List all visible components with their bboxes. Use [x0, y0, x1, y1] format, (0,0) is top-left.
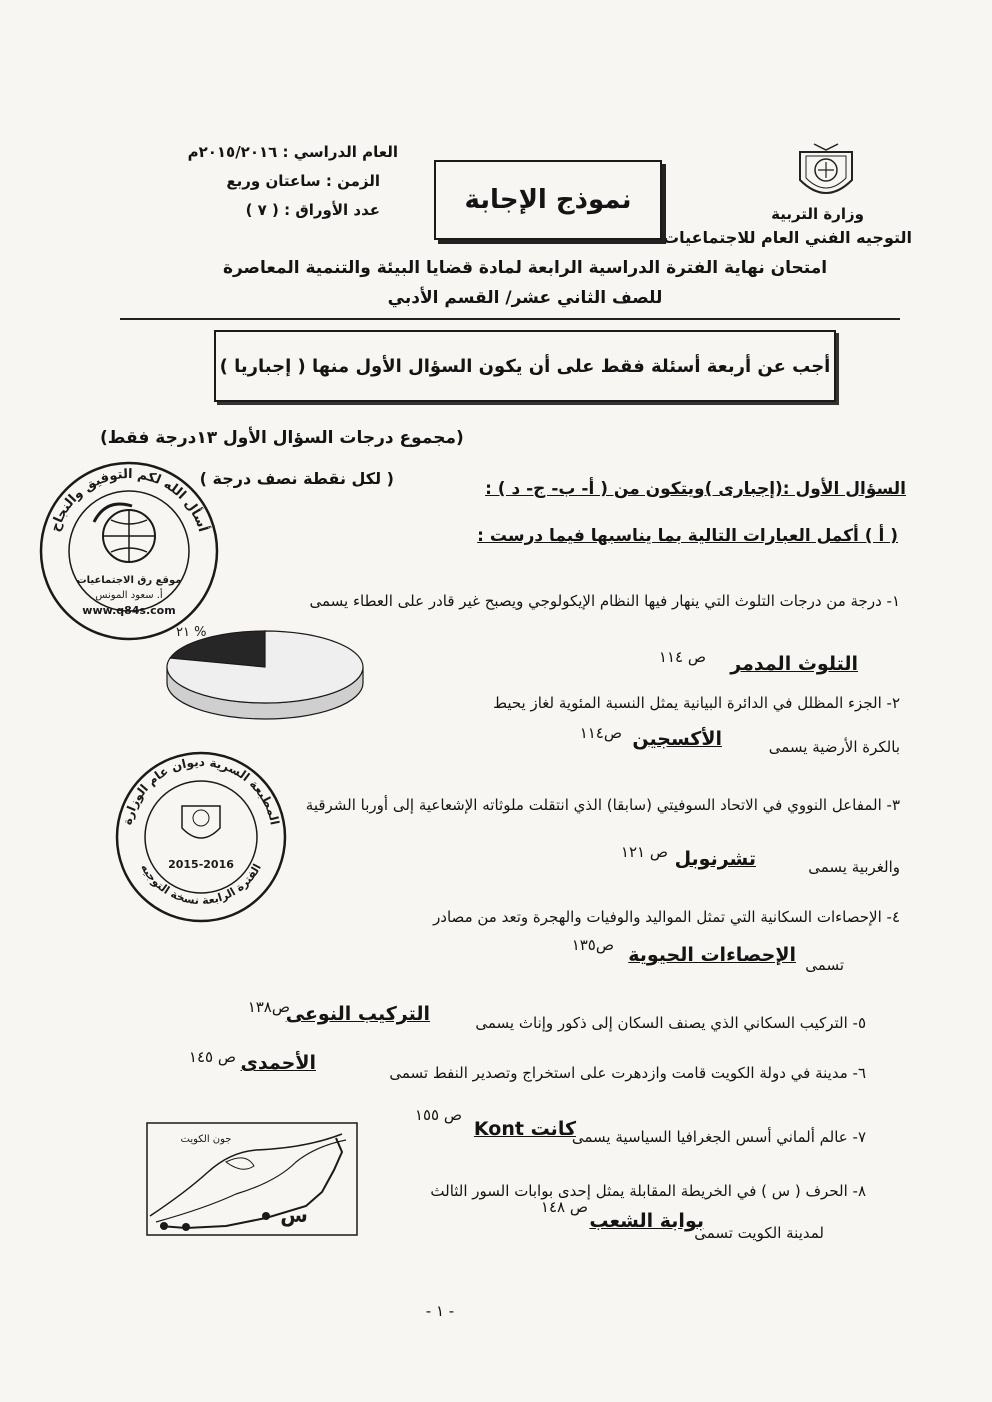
item3-cont: والغربية يسمى — [808, 858, 900, 876]
exam-time: الزمن : ساعتان وربع — [226, 172, 380, 190]
q1-total: (مجموع درجات السؤال الأول ١٣درجة فقط) — [100, 428, 464, 448]
stamp1-url: www.q84s.com — [82, 604, 176, 617]
item6-answer: الأحمدى — [240, 1052, 316, 1074]
oxygen-pie-chart — [160, 622, 370, 732]
ministry-name: وزارة التربية — [771, 205, 864, 223]
grade-title: للصف الثاني عشر/ القسم الأدبي — [387, 288, 663, 308]
item4-page: ص١٣٥ — [571, 936, 614, 954]
stamp2-year: 2015-2016 — [168, 858, 234, 871]
ministry-logo — [788, 140, 864, 210]
item8-text: ٨- الحرف ( س ) في الخريطة المقابلة يمثل إحدى بوابات السور الثالث — [430, 1182, 866, 1200]
pie-percent-label: ٢١ % — [176, 625, 207, 640]
item7-text: ٧- عالم ألماني أسس الجغرافيا السياسية يسمى — [571, 1128, 866, 1146]
part-a-heading: ( أ ) أكمل العبارات التالية بما يناسبها فيما درست : — [477, 526, 898, 546]
exam-title: امتحان نهاية الفترة الدراسية الرابعة لمادة قضايا البيئة والتنمية المعاصرة — [222, 258, 828, 278]
item1-text: ١- درجة من درجات التلوث التي ينهار فيها النظام الإيكولوجي ويصبح غير قادر على العطاء يسمى — [309, 592, 900, 610]
instructions-box: أجب عن أربعة أسئلة فقط على أن يكون السؤال الأول منها ( إجباريا ) — [214, 330, 836, 402]
item3-page: ص ١٢١ — [620, 843, 668, 861]
item4-text: ٤- الإحصاءات السكانية التي تمثل المواليد والوفيات والهجرة وتعد من مصادر — [433, 908, 900, 926]
item4-cont: تسمى — [805, 956, 844, 974]
svg-text:المطبعة السرية ديوان عام الوزا — [120, 755, 282, 826]
item7-page: ص ١٥٥ — [414, 1106, 462, 1124]
item1-answer: التلوث المدمر — [730, 653, 858, 675]
page-count: عدد الأوراق : ( ٧ ) — [245, 201, 380, 219]
printing-stamp — [112, 748, 290, 926]
item3-text: ٣- المفاعل النووي في الاتحاد السوفيتي (سابقا) الذي انتقلت ملوثاته الإشعاعية إلى أوربا الشرقية — [305, 796, 900, 814]
item5-page: ص١٣٨ — [247, 998, 290, 1016]
item7-answer: كانت Kont — [473, 1118, 576, 1140]
answer-model-title: نموذج الإجابة — [434, 160, 662, 240]
stamp1-outer-text: أسأل الله لكم التوفيق والنجاح — [47, 466, 211, 534]
item3-answer: تشرنوبل — [674, 848, 756, 870]
map-bay-label: جون الكويت — [180, 1134, 232, 1145]
website-stamp — [36, 458, 222, 644]
kuwait-city-map — [146, 1122, 358, 1236]
page-number: - ١ - — [425, 1302, 455, 1320]
academic-year: العام الدراسي : ٢٠١٥/٢٠١٦م — [187, 143, 398, 161]
q1-heading: السؤال الأول :(إجبارى )ويتكون من ( أ- ب- ج- د ) : — [485, 479, 906, 499]
q1-points: ( لكل نقطة نصف درجة ) — [199, 469, 394, 488]
item1-page: ص ١١٤ — [658, 648, 706, 666]
header-rule — [120, 318, 900, 320]
item8-answer: بوابة الشعب — [589, 1210, 704, 1232]
stamp1-author: أ. سعود المونس — [95, 590, 163, 601]
item8-page: ص ١٤٨ — [540, 1198, 588, 1216]
item6-text: ٦- مدينة في دولة الكويت قامت وازدهرت على استخراج وتصدير النفط تسمى — [389, 1064, 866, 1082]
item4-answer: الإحصاءات الحيوية — [628, 944, 796, 966]
item8-cont: لمدينة الكويت تسمى — [694, 1224, 824, 1242]
stamp1-site: موقع رق الاجتماعيات — [76, 575, 182, 586]
item2-answer: الأكسجين — [632, 728, 722, 750]
item2-cont: بالكرة الأرضية يسمى — [768, 738, 900, 756]
department-name: التوجيه الفني العام للاجتماعيات — [662, 228, 912, 247]
item5-text: ٥- التركيب السكاني الذي يصنف السكان إلى ذكور وإناث يسمى — [475, 1014, 866, 1032]
item2-text: ٢- الجزء المظلل في الدائرة البيانية يمثل النسبة المئوية لغاز يحيط — [493, 694, 900, 712]
item2-page: ص١١٤ — [579, 724, 622, 742]
map-letter: س — [280, 1203, 308, 1227]
item6-page: ص ١٤٥ — [188, 1048, 236, 1066]
stamp2-bottom-text: الفترة الرابعة نسخة التوجيه — [138, 861, 264, 908]
stamp2-outer-text: المطبعة السرية ديوان عام الوزارة — [120, 754, 282, 827]
item5-answer: التركيب النوعى — [285, 1003, 430, 1025]
